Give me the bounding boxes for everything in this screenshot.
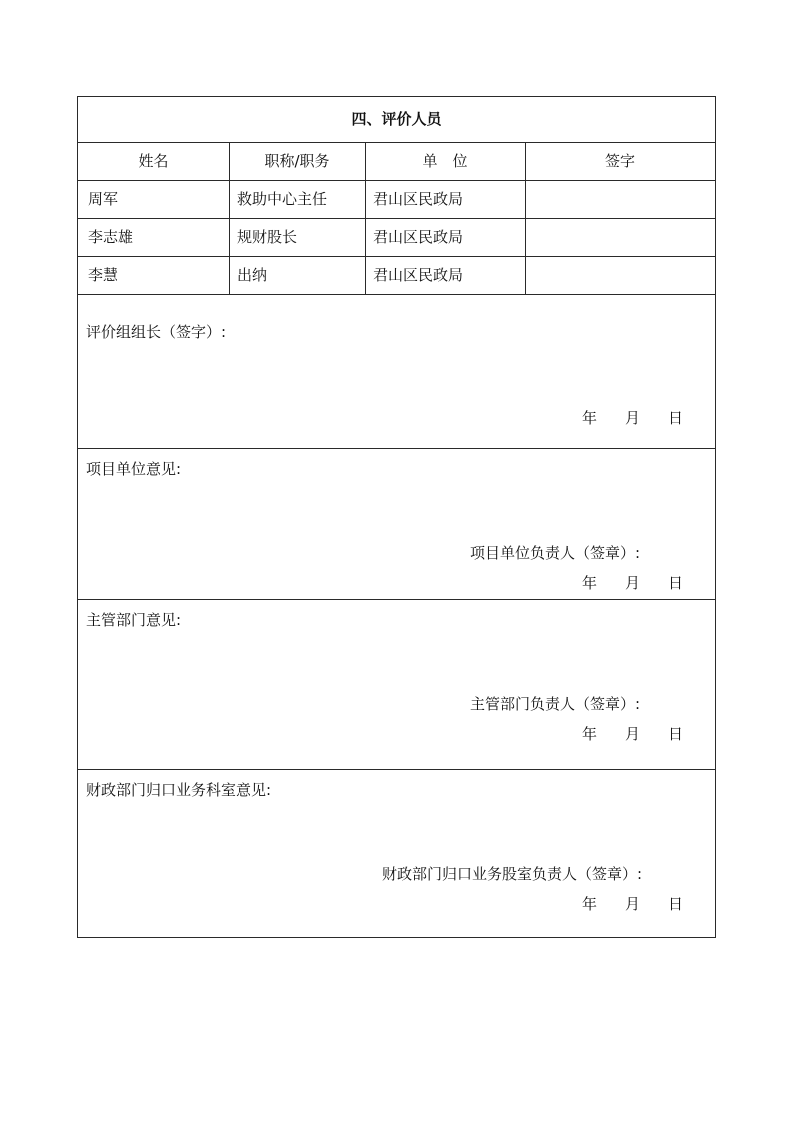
date-year: 年	[582, 725, 598, 743]
cell-name: 李慧	[88, 266, 119, 284]
date-month: 月	[625, 725, 641, 743]
date-line	[582, 894, 683, 914]
cell-title: 出纳	[237, 266, 268, 284]
row-divider	[78, 599, 715, 600]
date-line	[582, 408, 683, 428]
cell-name: 李志雄	[88, 228, 134, 246]
row-divider	[78, 256, 715, 257]
finance-signer: 财政部门归口业务股室负责人（签章）:	[382, 865, 643, 883]
date-month: 月	[625, 574, 641, 592]
cell-name: 周军	[88, 190, 119, 208]
finance-label: 财政部门归口业务科室意见:	[86, 781, 272, 799]
group-leader-label: 评价组组长（签字）:	[86, 323, 227, 341]
date-day: 日	[668, 725, 684, 743]
header-name: 姓名	[138, 152, 169, 170]
row-divider	[78, 218, 715, 219]
date-year: 年	[582, 574, 598, 592]
header-title: 职称/职务	[264, 152, 330, 170]
project-unit-label: 项目单位意见:	[86, 460, 182, 478]
cell-unit: 君山区民政局	[373, 228, 464, 246]
supervisor-label: 主管部门意见:	[86, 611, 182, 629]
row-divider	[78, 294, 715, 295]
section-title: 四、评价人员	[351, 110, 442, 128]
cell-unit: 君山区民政局	[373, 266, 464, 284]
cell-title: 规财股长	[237, 228, 298, 246]
row-divider	[78, 142, 715, 143]
row-divider	[78, 769, 715, 770]
cell-title: 救助中心主任	[237, 190, 328, 208]
date-year: 年	[582, 895, 598, 913]
header-unit: 单 位	[422, 152, 468, 170]
date-line	[582, 573, 683, 593]
date-year: 年	[582, 409, 598, 427]
row-divider	[78, 448, 715, 449]
date-line	[582, 724, 683, 744]
cell-unit: 君山区民政局	[373, 190, 464, 208]
project-unit-signer: 项目单位负责人（签章）:	[470, 544, 641, 562]
row-divider	[78, 180, 715, 181]
date-month: 月	[625, 409, 641, 427]
header-signature: 签字	[604, 152, 635, 170]
date-day: 日	[668, 895, 684, 913]
date-month: 月	[625, 895, 641, 913]
date-day: 日	[668, 574, 684, 592]
evaluation-personnel-form	[77, 96, 716, 938]
supervisor-signer: 主管部门负责人（签章）:	[470, 695, 641, 713]
date-day: 日	[668, 409, 684, 427]
